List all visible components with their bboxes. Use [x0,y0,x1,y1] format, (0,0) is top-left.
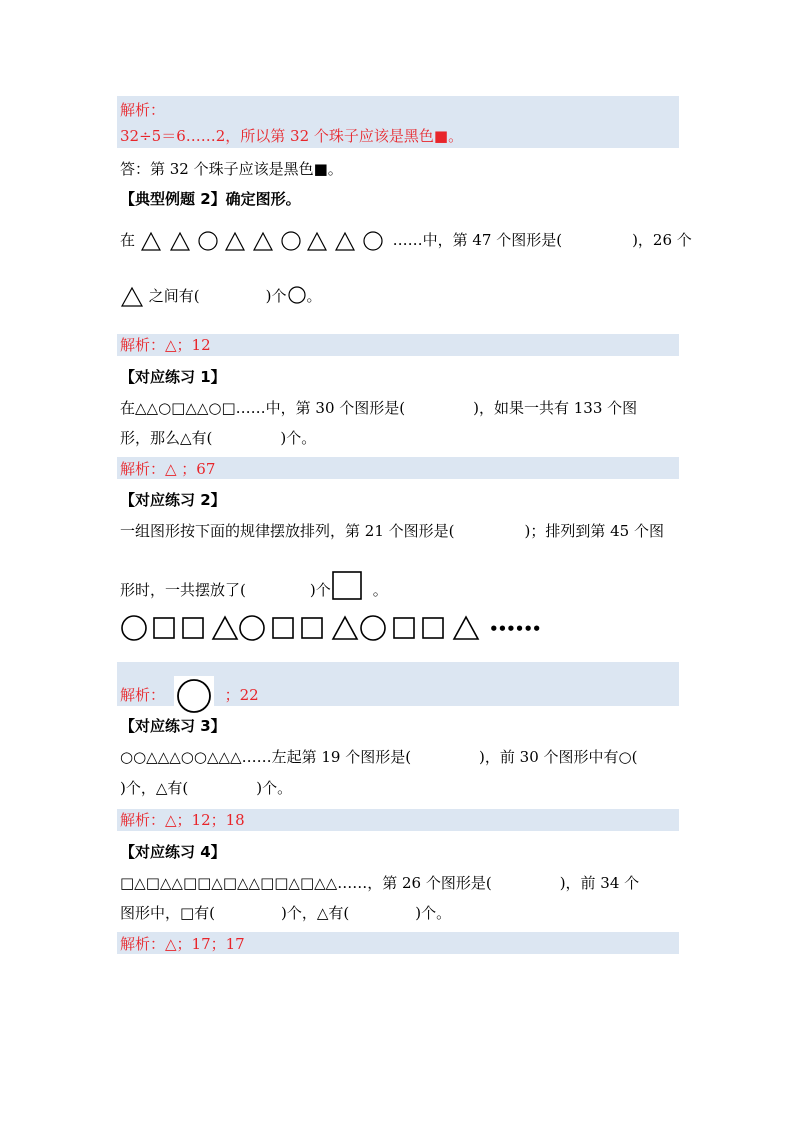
question-text: 在△△○□△△○□……中，第 30 个图形是( [120,399,406,417]
question-text: )个。 [415,904,452,922]
practice-title: 【对应练习 3】 [120,717,226,735]
question-text: □△□△△□□△□△△□□△□△△……，第 26 个图形是( [120,874,492,892]
square-icon [183,618,203,638]
question-text: ○○△△△○○△△△……左起第 19 个图形是( [120,748,412,766]
solution-text: 解析：△ ；67 [120,460,216,478]
ellipsis-dots: •••••• [489,620,541,638]
pattern-row [120,614,490,644]
example-title: 【典型例题 2】确定图形。 [120,190,301,208]
circle-icon [361,616,385,640]
question-text: )个。 [280,429,317,447]
solution-label: 解析： [120,686,166,704]
practice-question-line2 [120,570,388,600]
question-text: 形时，一共摆放了( [120,581,246,599]
square-icon [273,618,293,638]
triangle-icon [142,233,160,250]
triangle-icon [171,233,189,250]
example-question-line2 [120,286,322,308]
solution-text: 解析：△；17；17 [120,935,245,953]
question-text: )个，△有( [281,904,350,922]
solution-text: 32÷5＝6……2，所以第 32 个珠子应该是黑色■。 [120,127,464,145]
question-text: )，前 30 个图形中有○( [479,748,638,766]
practice-title: 【对应练习 4】 [120,843,226,861]
circle-icon [199,232,217,250]
triangle-icon [226,233,244,250]
question-text: )个 [309,581,331,599]
question-text: )个，△有( [120,779,189,797]
triangle-icon [336,233,354,250]
question-text: 形，那么△有( [120,429,213,447]
shape-sequence [140,230,388,252]
circle-icon [174,676,214,716]
question-line2-b: )个 [265,287,287,305]
circle-icon [282,232,300,250]
practice-question-line1 [120,398,637,418]
triangle-icon [333,617,357,639]
question-mid: ……中，第 47 个图形是( [392,231,563,249]
question-text: 图形中，□有( [120,904,216,922]
practice-question-line2 [120,903,451,923]
question-text: )个。 [256,779,293,797]
practice-title: 【对应练习 1】 [120,368,226,386]
question-text: )，如果一共有 133 个图 [473,399,638,417]
answer-text: 答：第 32 个珠子应该是黑色■。 [120,160,343,178]
square-icon [154,618,174,638]
square-icon [423,618,443,638]
practice-question-line1 [120,747,637,767]
solution-text: 解析：△；12 [120,336,211,354]
practice-question-line1 [120,873,639,893]
question-prefix: 在 [120,231,136,249]
circle-icon [240,616,264,640]
practice-question-line1 [120,521,664,541]
triangle-icon [308,233,326,250]
question-line2-a: 之间有( [148,287,200,305]
triangle-icon [254,233,272,250]
example-question-line1 [120,230,692,252]
question-text: )，前 34 个 [559,874,640,892]
practice-question-line2 [120,778,292,798]
question-text: 一组图形按下面的规律摆放排列，第 21 个图形是( [120,522,455,540]
triangle-icon [213,617,237,639]
question-mid2: )，26 个 [632,231,692,249]
circle-icon [122,616,146,640]
circle-icon [287,286,307,306]
shape-sequence-svg [140,230,388,252]
solution-text [120,676,259,716]
solution-label: 解析： [120,101,166,119]
square-icon [394,618,414,638]
question-text: )；排列到第 45 个图 [524,522,664,540]
practice-title: 【对应练习 2】 [120,491,226,509]
question-line2-c: 。 [306,287,322,305]
triangle-icon [120,286,144,308]
square-icon [302,618,322,638]
practice-question-line2 [120,428,316,448]
triangle-icon [454,617,478,639]
solution-text: 解析：△；12；18 [120,811,245,829]
solution-tail: ；22 [224,686,259,704]
question-text: 。 [372,581,388,599]
circle-icon [364,232,382,250]
square-icon [331,570,363,600]
